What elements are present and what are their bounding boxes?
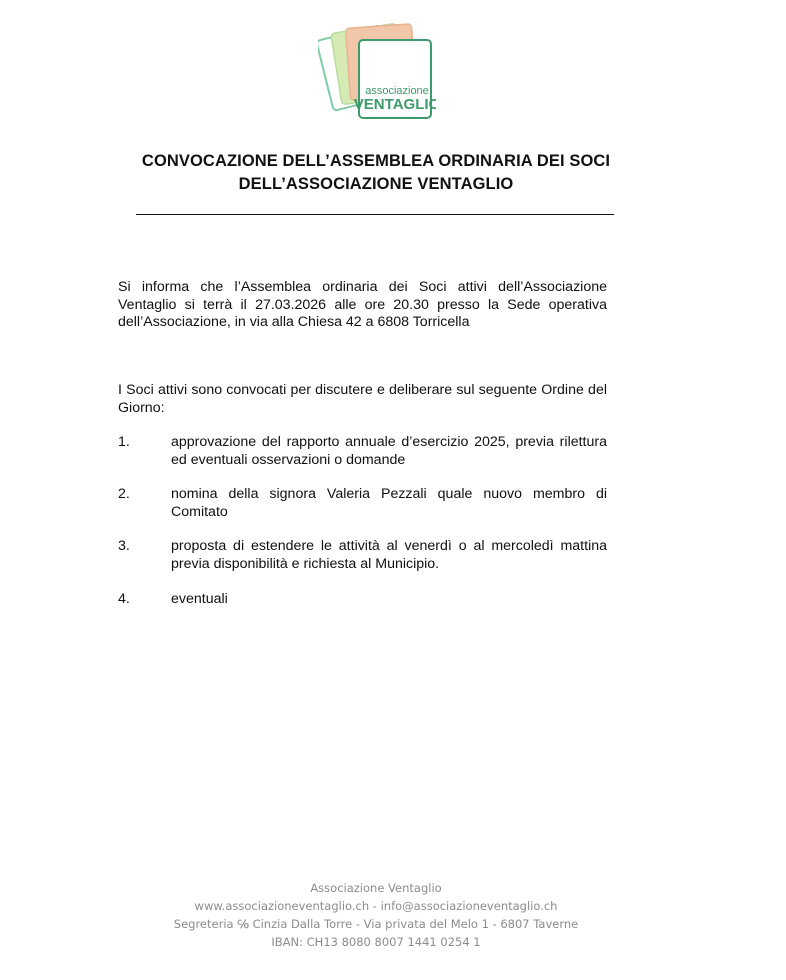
agenda-intro-paragraph: I Soci attivi sono convocati per discutere e deliberare sul seguente Ordine del Giorno: bbox=[118, 382, 607, 416]
footer-iban: IBAN: CH13 8080 8007 1441 0254 1 bbox=[271, 935, 481, 949]
title-underline bbox=[136, 214, 614, 215]
footer-contacts: www.associazioneventaglio.ch - info@associazioneventaglio.ch bbox=[194, 899, 558, 913]
document-title-line-2: DELL’ASSOCIAZIONE VENTAGLIO bbox=[238, 175, 514, 193]
footer-address: Segreteria ℅ Cinzia Dalla Torre - Via privata del Melo 1 - 6807 Taverne bbox=[173, 917, 579, 931]
agenda-item-number: 2. bbox=[118, 486, 130, 502]
agenda-item-text: nomina della signora Valeria Pezzali quale nuovo membro di Comitato bbox=[171, 486, 607, 520]
footer-association-name: Associazione Ventaglio bbox=[310, 881, 442, 895]
agenda-item-number: 3. bbox=[118, 538, 130, 554]
agenda-item-text: approvazione del rapporto annuale d’esercizio 2025, previa rilettura ed eventuali osservazioni o domande bbox=[171, 434, 607, 468]
agenda-item-text: eventuali bbox=[171, 591, 228, 607]
logo-text-small: associazione bbox=[365, 85, 429, 97]
agenda-item-number: 1. bbox=[118, 434, 130, 450]
association-logo bbox=[318, 18, 436, 122]
agenda-item-text: proposta di estendere le attività al venerdì o al mercoledì mattina previa disponibilità e richiesta al Municipio. bbox=[171, 538, 607, 572]
document-title-line-1: CONVOCAZIONE DELL’ASSEMBLEA ORDINARIA DEI SOCI bbox=[141, 152, 611, 170]
agenda-item-number: 4. bbox=[118, 591, 130, 607]
logo-text-large: VENTAGLIO bbox=[353, 96, 436, 113]
intro-paragraph: Si informa che l’Assemblea ordinaria dei Soci attivi dell’Associazione Ventaglio si terrà il 27.03.2026 alle ore 20.30 presso la Sede operativa dell’Associazione, in via alla Chiesa 42 a 6808 Torricella bbox=[118, 279, 607, 330]
